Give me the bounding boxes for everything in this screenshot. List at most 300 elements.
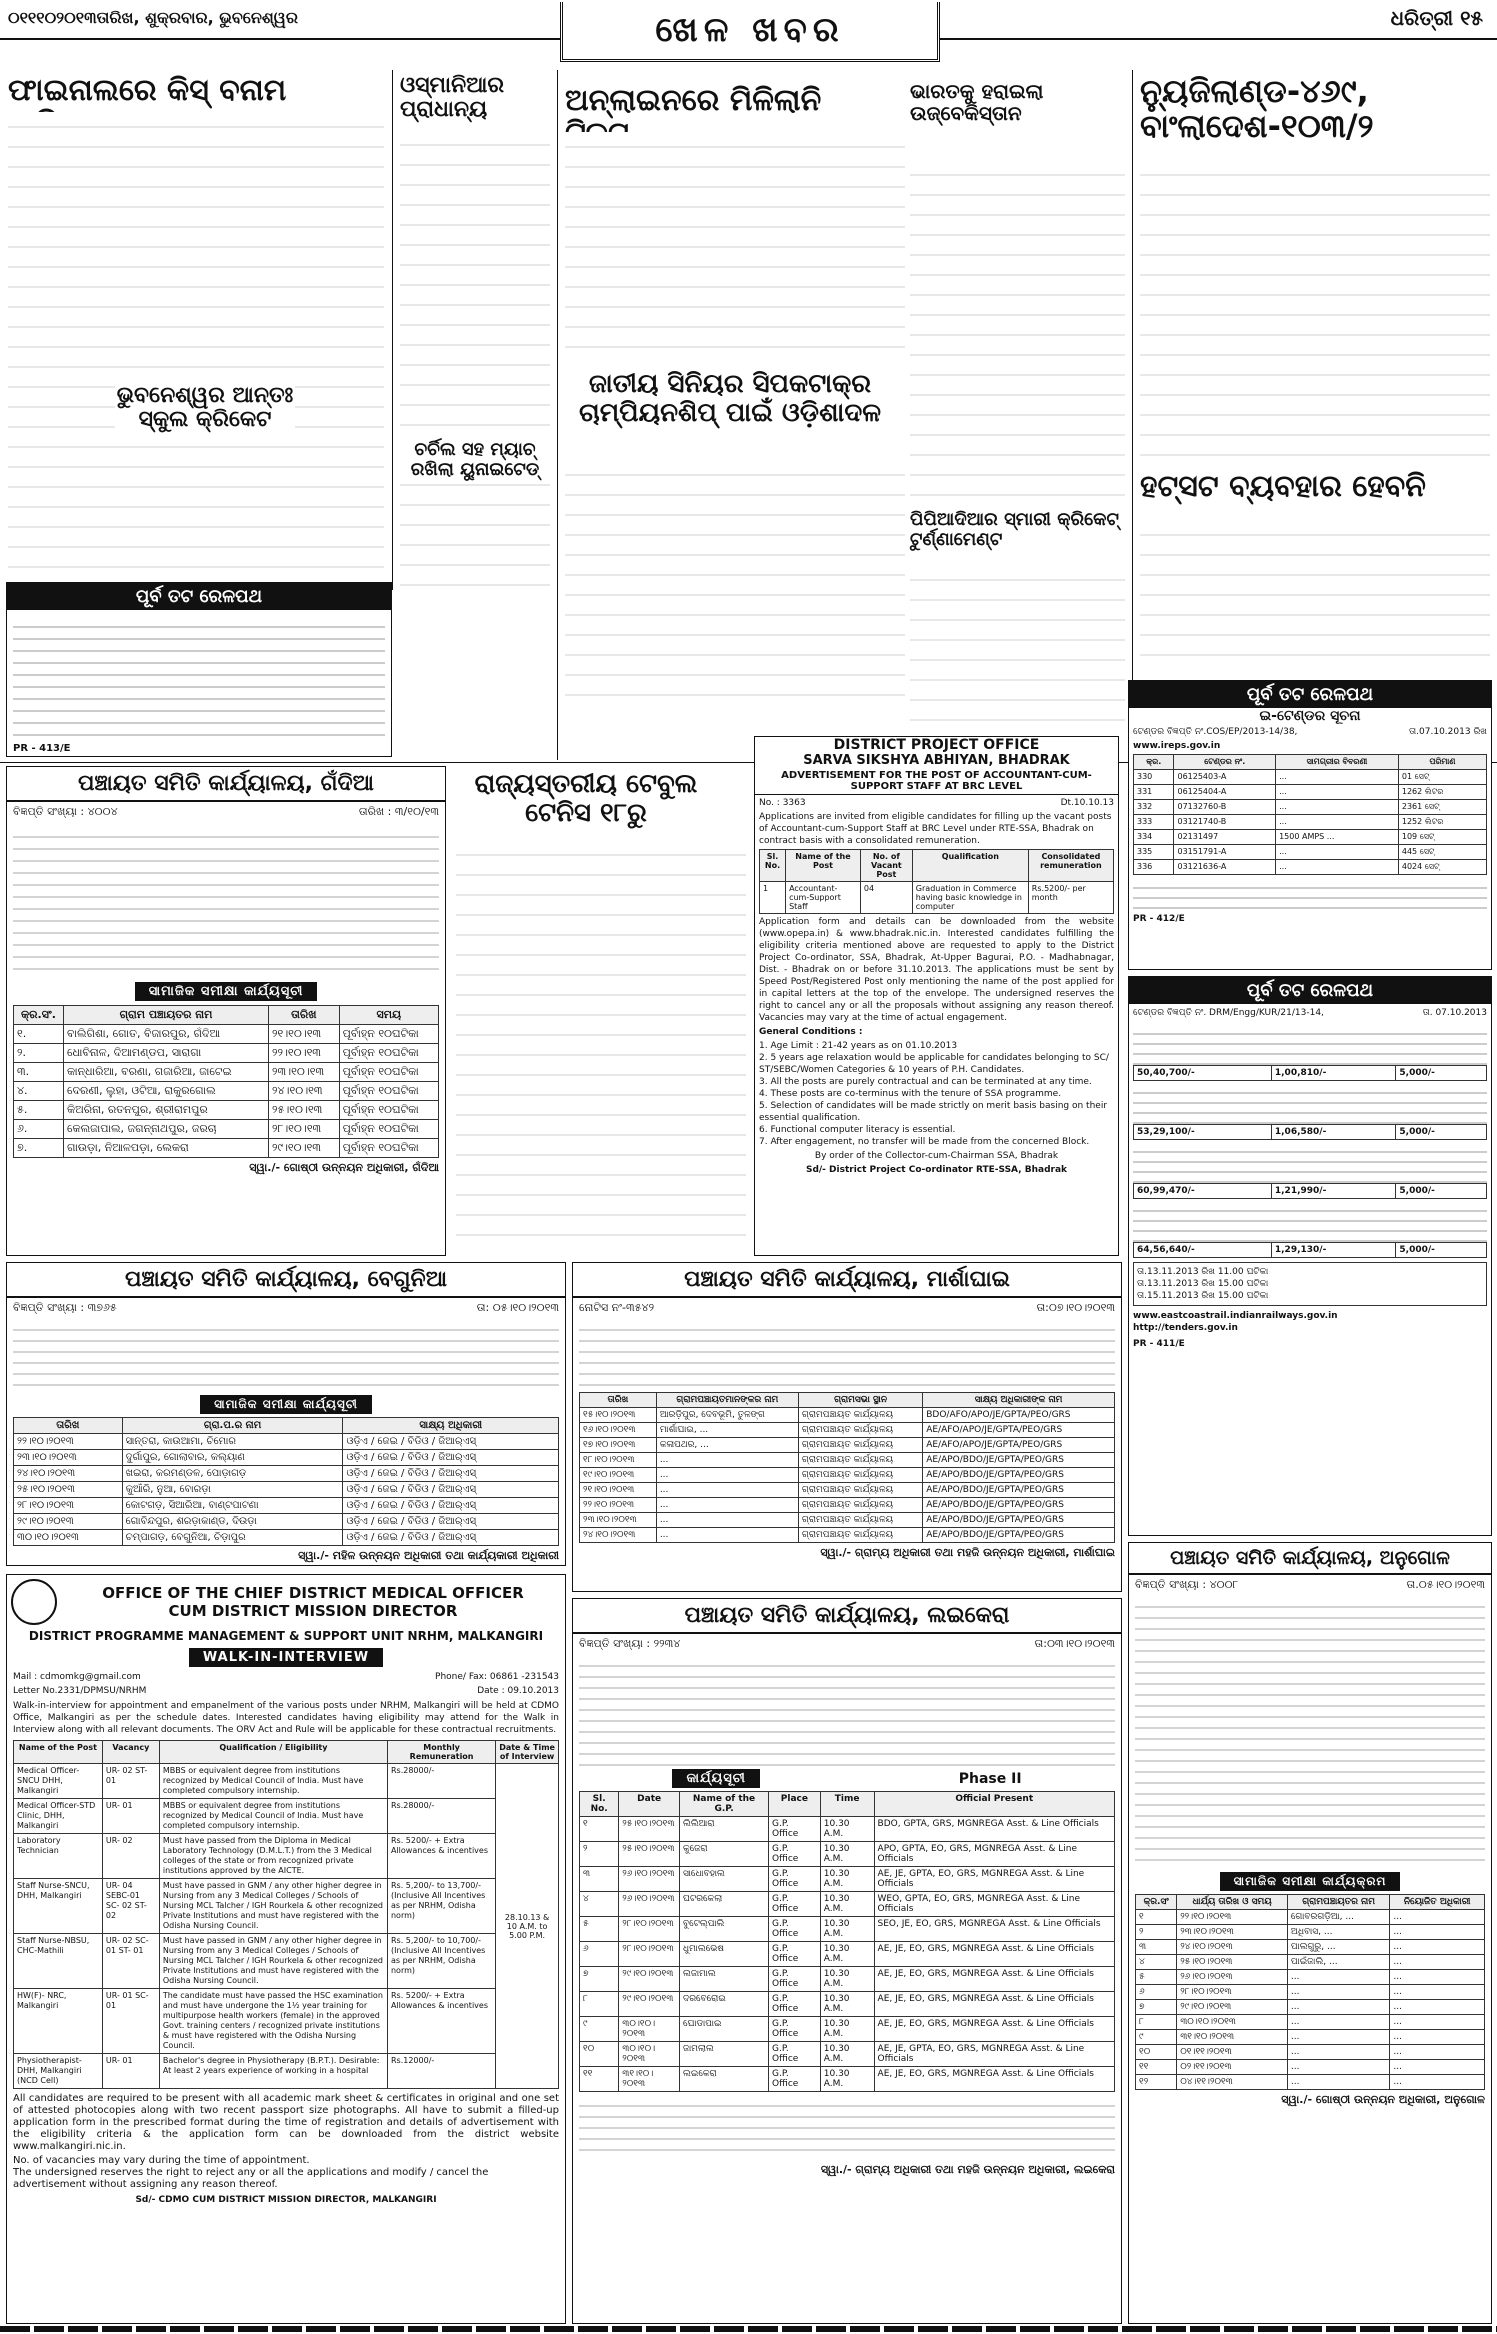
table-row — [1136, 1970, 1485, 1985]
table-cell: ୭ — [1136, 2000, 1177, 2015]
table-cell: ଓଡ଼ିଏ / ଜେଇ / ବିଡିଓ / ଜିଆର୍‌ଏସ୍ — [343, 1434, 559, 1450]
table-cell: ୩୧।୧୦।୨୦୧୩ — [619, 2067, 680, 2092]
schedule-title: ସାମାଜିକ ସମୀକ୍ଷା କାର୍ଯ୍ୟକ୍ରମ — [1220, 1872, 1401, 1891]
column-header: Name of the Post — [14, 1741, 103, 1764]
table-cell: Must have passed in GNM / any other higher degree in Nursing from any 3 Medical Colleges / Schools of Nursing MCL Talcher / IGH Rourkela & other recognized Private Institutions and must have registered with the Odisha Nursing Council. — [159, 1934, 387, 1989]
tender-desc — [1133, 1025, 1487, 1065]
table-cell: ବୁଟେଲ୍ପାଲି — [680, 1917, 769, 1942]
table-cell: ୧୮।୧୦।୨୦୧୩ — [580, 1453, 657, 1468]
table-cell: 03151791-A — [1174, 845, 1276, 860]
table-cell: UR- 02 ST- 01 — [102, 1764, 159, 1799]
column-header: ସାମଗ୍ରୀର ବିବରଣୀ — [1276, 755, 1399, 770]
table-cell: ୨୪।୧୦।୨୦୧୩ — [580, 1528, 657, 1543]
box-title: ପୂର୍ବ ତଟ ରେଳପଥ — [7, 583, 391, 610]
schedule-title: ସାମାଜିକ ସମୀକ୍ଷା କାର୍ଯ୍ୟସୂଚୀ — [135, 982, 318, 1001]
table-row — [580, 2067, 1115, 2092]
table-cell: AE/APO/BDO/JE/GPTA/PEO/GRS — [923, 1468, 1115, 1483]
table-header-row — [580, 1393, 1115, 1408]
table-cell: 10.30 A.M. — [820, 1917, 874, 1942]
table-row — [580, 1842, 1115, 1867]
table-cell: ୫. — [14, 1101, 64, 1120]
table-cell: ପୂର୍ବାହ୍ନ ୧୦ଘଟିକା — [339, 1101, 438, 1120]
table-row — [14, 1530, 559, 1546]
table-cell: ... — [1390, 1955, 1485, 1970]
table-cell: ସାନ୍ତରା, କାଉଆମା, ଚିମୋର — [122, 1434, 343, 1450]
table-cell: ... — [1276, 800, 1399, 815]
cdmo-footer3: The undersigned reserves the right to reject any or all the applications and modify / cancel the advertisement without assigning any reason thereof. — [13, 2167, 489, 2190]
table-cell: APO, GPTA, EO, GRS, MGNREGA Asst. & Line Officials — [874, 1842, 1114, 1867]
table-cell: ଓଡ଼ିଏ / ଜେଇ / ବିଡିଓ / ଜିଆର୍‌ଏସ୍ — [343, 1530, 559, 1546]
table-cell: ଦୁର୍ଗାପୁର, ଗୋଲାବାର, କଲ୍ୟାଣ — [122, 1450, 343, 1466]
column-header: Name of the Post — [786, 850, 861, 882]
amount-cell: 1,29,130/- — [1271, 1243, 1396, 1258]
column-header: Date & Time of Interview — [496, 1741, 559, 1764]
table-cell: ଧୁମାଲଭେଷ — [680, 1942, 769, 1967]
column-header: Official Present — [874, 1792, 1114, 1817]
table-cell: ୧ — [580, 1817, 619, 1842]
table-cell: ... — [1276, 770, 1399, 785]
column-header: ତାରିଖ — [269, 1006, 340, 1025]
signature: ସ୍ୱା./- ଗୋଷ୍ଠୀ ଉନ୍ନୟନ ଅଧିକାରୀ, ଗଁଦିଆ — [249, 1161, 439, 1174]
table-row — [1134, 785, 1487, 800]
table-cell: ୧୭।୧୦।୨୦୧୩ — [580, 1438, 657, 1453]
column-header: ପରିମାଣ — [1398, 755, 1486, 770]
table-cell: ୧୦ — [1136, 2045, 1177, 2060]
box-title: ପୂର୍ବ ତଟ ରେଳପଥ — [1129, 681, 1491, 708]
table-cell: G.P. Office — [769, 1817, 821, 1842]
table-cell: ୨୮।୧୦।୧୩ — [269, 1120, 340, 1139]
table-cell: G.P. Office — [769, 1892, 821, 1917]
amount-cell: 64,56,640/- — [1134, 1243, 1272, 1258]
notice-date: ତା:୦୭।୧୦।୨୦୧୩ — [1036, 1301, 1115, 1314]
table-cell: ଅଧିବାସ, ... — [1287, 1925, 1389, 1940]
table-cell: ୨୬।୧୦।୨୦୧୩ — [1177, 1970, 1288, 1985]
table-cell: Rs.28000/- — [387, 1799, 495, 1834]
story-tt-body — [456, 840, 746, 1250]
table-cell: ୨ — [580, 1842, 619, 1867]
table-cell: UR- 01 — [102, 2054, 159, 2089]
table-cell: Medical Officer-SNCU DHH, Malkangiri — [14, 1764, 103, 1799]
table-cell: ଗ୍ରାମପଞ୍ଚାୟତ କାର୍ଯ୍ୟାଳୟ — [798, 1528, 922, 1543]
condition-item: 7. After engagement, no transfer will be made from the concerned Block. — [759, 1137, 1090, 1147]
table-cell: AE/APO/BDO/JE/GPTA/PEO/GRS — [923, 1528, 1115, 1543]
schedule-table — [13, 1005, 439, 1158]
table-cell: The candidate must have passed the HSC examination and must have undergone the 1½ year training for multipurpose health workers (female) in the approved Govt. training centers / recognized private institutions & must have registered with the Odisha Nursing Council. — [159, 1989, 387, 2054]
column-header: ଧାର୍ଯ୍ୟ ତାରିଖ ଓ ସମୟ — [1177, 1895, 1288, 1910]
column-header: Sl. No. — [760, 850, 786, 882]
table-cell: Graduation in Commerce having basic knowledge in computer — [912, 882, 1028, 914]
table-cell: ଗ୍ରାମପଞ୍ଚାୟତ କାର୍ଯ୍ୟାଳୟ — [798, 1513, 922, 1528]
table-cell: G.P. Office — [769, 1867, 821, 1892]
headline-school: ଭୁବନେଶ୍ୱର ଆନ୍ତଃ ସ୍କୁଲ କ୍ରିକେଟ — [115, 380, 295, 436]
table-row — [14, 1450, 559, 1466]
table-header-row — [1136, 1895, 1485, 1910]
table-cell: ୪ — [580, 1892, 619, 1917]
table-cell: ... — [1276, 785, 1399, 800]
condition-item: 2. 5 years age relaxation would be applicable for candidates belonging to SC/ ST/SEBC/Women Categories & 10 years of P.H. Candidates. — [759, 1053, 1109, 1075]
table-header-row — [1134, 755, 1487, 770]
table-cell: ୧୨ — [1136, 2075, 1177, 2090]
table-row — [14, 1482, 559, 1498]
table-cell: ୨୪।୧୦।୨୦୧୩ — [1177, 1940, 1288, 1955]
cdmo-letter: Letter No.2331/DPMSU/NRHM — [13, 1686, 147, 1696]
table-cell: 1252 ଲିଟର — [1398, 815, 1486, 830]
table-row — [14, 1120, 439, 1139]
table-cell: ... — [1276, 860, 1399, 875]
table-cell: ୨ — [1136, 1925, 1177, 1940]
cdmo-date: Date : 09.10.2013 — [477, 1686, 559, 1696]
table-row — [1136, 2000, 1485, 2015]
table-cell: ୨୯।୧୦।୨୦୧୩ — [14, 1514, 123, 1530]
notice-body — [579, 1320, 1115, 1390]
table-cell: ୨୮।୧୦।୨୦୧୩ — [1177, 1985, 1288, 2000]
table-cell: ପାଲଗୁରୁ, ... — [1287, 1940, 1389, 1955]
amount-cell: 50,40,700/- — [1134, 1066, 1272, 1081]
column-header: ଗ୍ରାମପଞ୍ଚାୟତମାନଙ୍କର ନାମ — [656, 1393, 798, 1408]
table-cell: କେଲଜାପାଲ, ଜଗନ୍ନାଥପୁର, ଜରଚା — [63, 1120, 268, 1139]
table-cell: ୦୪।୧୧।୨୦୧୩ — [1177, 2075, 1288, 2090]
table-cell: 06125404-A — [1174, 785, 1276, 800]
table-cell: SEO, JE, EO, GRS, MGNREGA Asst. & Line Officials — [874, 1917, 1114, 1942]
table-cell: ୦୨।୧୧।୨୦୧୩ — [1177, 2060, 1288, 2075]
dpo-conditions — [755, 1040, 1118, 1148]
dpo-date: Dt.10.10.13 — [1060, 798, 1114, 808]
table-cell: ୧୦ — [580, 2042, 619, 2067]
table-cell: 331 — [1134, 785, 1174, 800]
table-row — [580, 1867, 1115, 1892]
condition-item: 1. Age Limit : 21-42 years as on 01.10.2013 — [759, 1041, 958, 1051]
table-cell: ଗ୍ରାମପଞ୍ଚାୟତ କାର୍ଯ୍ୟାଳୟ — [798, 1453, 922, 1468]
table-row — [14, 1989, 559, 2054]
table-cell: G.P. Office — [769, 1992, 821, 2017]
table-cell: କୋଟଗଡ଼, ସିଆରିଆ, ବାଣ୍ଟପାଟଣା — [122, 1498, 343, 1514]
table-row — [14, 1834, 559, 1879]
table-cell: ୨୮।୧୦।୨୦୧୩ — [619, 1942, 680, 1967]
table-cell: Staff Nurse-SNCU, DHH, Malkangiri — [14, 1879, 103, 1934]
notice-body — [13, 616, 385, 736]
story-osmania-body — [400, 130, 550, 590]
column-rule — [392, 70, 393, 590]
table-cell: ୨୬।୧୦।୨୦୧୩ — [619, 1892, 680, 1917]
table-row — [1134, 800, 1487, 815]
table-cell: ୨୨।୧୦।୨୦୧୩ — [14, 1434, 123, 1450]
table-cell: 10.30 A.M. — [820, 1967, 874, 1992]
table-row — [1136, 1940, 1485, 1955]
table-cell: ... — [656, 1453, 798, 1468]
table-cell: 334 — [1134, 830, 1174, 845]
table-cell: ଦେରଣୀ, ଲୁହା, ଓଟିଆ, ରାକୁରଗୋଲ — [63, 1082, 268, 1101]
notice-no: ବିଜ୍ଞପ୍ତି ସଂଖ୍ୟା : ୪୦୦୪ — [13, 805, 118, 818]
table-cell: UR- 01 — [102, 1799, 159, 1834]
table-cell: Must have passed in GNM / any other higher degree in Nursing from any 3 Medical Colleges / Schools of Nursing MCL Talcher / IGH Rourkela & other recognized Private Institutions and must have registered with the Odisha Nursing Council. — [159, 1879, 387, 1934]
table-cell: ୯ — [580, 2017, 619, 2042]
notice-body — [13, 826, 439, 976]
table-cell: Laboratory Technician — [14, 1834, 103, 1879]
table-cell: ପୂର୍ବାହ୍ନ ୧୦ଘଟିକା — [339, 1063, 438, 1082]
table-cell: BDO, GPTA, GRS, MGNREGA Asst. & Line Officials — [874, 1817, 1114, 1842]
story-hatsat-body — [1140, 520, 1490, 670]
gandia-notice — [6, 766, 446, 1256]
table-cell: Rs. 5,200/- to 13,700/- (Inclusive All Incentives as per NRHM, Odisha norm) — [387, 1879, 495, 1934]
table-cell: ... — [1390, 1985, 1485, 2000]
table-row — [580, 1423, 1115, 1438]
schedule-table — [579, 1392, 1115, 1543]
table-cell: ଖଇରା, କରମଣ୍ଡଳ, ପୋଡ଼ାଗଡ଼ — [122, 1466, 343, 1482]
angul-notice — [1128, 1542, 1492, 2324]
table-cell: ୨୪।୧୦।୨୦୧୩ — [14, 1466, 123, 1482]
table-cell: WEO, GPTA, EO, GRS, MGNREGA Asst. & Line Officials — [874, 1892, 1114, 1917]
table-row — [14, 1101, 439, 1120]
table-row — [14, 1514, 559, 1530]
headline-tt: ରାଜ୍ୟସ୍ତରୀୟ ଟେବୁଲ ଟେନିସ ୧୮ରୁ — [474, 769, 698, 828]
table-row — [580, 1992, 1115, 2017]
table-cell: 10.30 A.M. — [820, 1867, 874, 1892]
table-cell: କଳାପଥର, ... — [656, 1438, 798, 1453]
cdmo-title3: DISTRICT PROGRAMME MANAGEMENT & SUPPORT UNIT NRHM, MALKANGIRI — [28, 1629, 544, 1643]
notice-no: ବିଜ୍ଞପ୍ତି ସଂଖ୍ୟା : ୩୭୬୫ — [13, 1301, 117, 1314]
table-cell: 10.30 A.M. — [820, 1892, 874, 1917]
amount-cell: 1,00,810/- — [1271, 1066, 1396, 1081]
column-header: Consolidated remuneration — [1028, 850, 1113, 882]
table-row — [580, 2017, 1115, 2042]
table-cell: ୨୯।୧୦।୨୦୧୩ — [619, 1967, 680, 1992]
table-cell: ୮ — [580, 1992, 619, 2017]
table-row — [580, 2042, 1115, 2067]
table-cell: ... — [1287, 2000, 1389, 2015]
dpo-sign: Sd/- District Project Co-ordinator RTE-SSA, Bhadrak — [805, 1165, 1068, 1175]
headline-jatiya: ଜାତୀୟ ସିନିୟର ସିପକଟାକ୍ର ଚାମ୍ପିୟନଶିପ୍ ପାଇଁ ଓଡ଼ିଶାଦଳ — [579, 369, 881, 428]
column-header: Monthly Remuneration — [387, 1741, 495, 1764]
cdmo-title2: CUM DISTRICT MISSION DIRECTOR — [168, 1602, 458, 1620]
notice-no: ବିଜ୍ଞପ୍ତି ସଂଖ୍ୟା : ୨୨୩୪ — [579, 1637, 681, 1650]
table-cell: ... — [656, 1513, 798, 1528]
tender-blocks — [1129, 1025, 1491, 1258]
tender-desc — [1133, 1202, 1487, 1242]
table-row — [580, 1892, 1115, 1917]
table-row — [1136, 2030, 1485, 2045]
amount-cell: 53,29,100/- — [1134, 1125, 1272, 1140]
signature: ସ୍ୱା./- ଗୋଷ୍ଠୀ ଉନ୍ନୟନ ଅଧିକାରୀ, ଅନୁଗୋଳ — [1281, 2093, 1485, 2106]
table-row — [14, 1764, 559, 1799]
table-cell: ୩୧।୧୦।୨୦୧୩ — [1177, 2030, 1288, 2045]
notice-body — [579, 1656, 1115, 1766]
table-cell: ୨୩।୧୦।୧୩ — [269, 1063, 340, 1082]
column-header: Name of the G.P. — [680, 1792, 769, 1817]
notice-ref: PR - 413/E — [13, 743, 71, 754]
east-coast-notice-3 — [1128, 976, 1492, 1536]
dpo-table — [759, 849, 1114, 914]
table-cell: ୨୨।୧୦।୧୩ — [269, 1044, 340, 1063]
cdmo-phone: Phone/ Fax: 06861 -231543 — [435, 1672, 559, 1682]
table-cell: ସାଧୋବହାଲ — [680, 1867, 769, 1892]
table-row — [14, 1498, 559, 1514]
notice-title: ପଞ୍ଚାୟତ ସମିତି କାର୍ଯ୍ୟାଳୟ, ଅନୁଗୋଳ — [1129, 1543, 1491, 1575]
table-cell: ୪ — [1136, 1955, 1177, 1970]
headline-online: ଅନ୍‌ଲାଇନରେ ମିଳିଲାନି — [565, 83, 822, 118]
column-header: କ୍ର.ସଂ — [1136, 1895, 1177, 1910]
tender-date: ତା. 07.10.2013 — [1422, 1008, 1487, 1018]
table-cell: ଗ୍ରାମପଞ୍ଚାୟତ କାର୍ଯ୍ୟାଳୟ — [798, 1468, 922, 1483]
table-cell: G.P. Office — [769, 1942, 821, 1967]
dpo-title2: SARVA SIKSHYA ABHIYAN, BHADRAK — [803, 753, 1070, 768]
page-number — [1391, 6, 1483, 30]
table-row — [580, 1917, 1115, 1942]
table-cell: ୧ — [1136, 1910, 1177, 1925]
table-cell: ... — [1287, 2015, 1389, 2030]
table-header-row — [14, 1741, 559, 1764]
notice-date: ତା.୦୫।୧୦।୨୦୧୩ — [1406, 1578, 1485, 1591]
table-cell: ଚମ୍ପାଗଡ଼, ବେଗୁନିଆ, ଚିଡ଼ାପୁର — [122, 1530, 343, 1546]
table-cell: ଓଡ଼ିଏ / ଜେଇ / ବିଡିଓ / ଜିଆର୍‌ଏସ୍ — [343, 1514, 559, 1530]
notice-date: ତାରିଖ : ୩/୧୦/୧୩ — [358, 805, 439, 818]
table-cell: Rs. 5200/- + Extra Allowances & incentives — [387, 1989, 495, 2054]
table-cell: ୩ — [580, 1867, 619, 1892]
bottom-border — [0, 2326, 1497, 2332]
table-cell: ୩୦।୧୦।୨୦୧୩ — [14, 1530, 123, 1546]
table-row — [580, 1817, 1115, 1842]
column-header: ନିୟୋଜିତ ଅଧିକାରୀ — [1390, 1895, 1485, 1910]
table-row — [1136, 2075, 1485, 2090]
table-cell: ୩୦।୧୦।୨୦୧୩ — [619, 2042, 680, 2067]
tender-no: ଟେଣ୍ଡର ବିଜ୍ଞପ୍ତି ନଂ. DRM/Engg/KUR/21/13-14, — [1133, 1008, 1324, 1018]
table-cell: କୁଆଁରି, ନୁଆ, ବୋରଡ଼ା — [122, 1482, 343, 1498]
table-cell: ... — [656, 1483, 798, 1498]
table-cell: AE, JE, EO, GRS, MGNREGA Asst. & Line Officials — [874, 1942, 1114, 1967]
table-cell: AE, JE, GPTA, EO, GRS, MGNREGA Asst. & Line Officials — [874, 1867, 1114, 1892]
table-cell: ୨୪।୧୦।୧୩ — [269, 1082, 340, 1101]
amount-cell: 5,000/- — [1396, 1184, 1487, 1199]
table-cell: AE, JE, EO, GRS, MGNREGA Asst. & Line Officials — [874, 2017, 1114, 2042]
condition-item: 5. Selection of candidates will be made strictly on merit basis basing on their essential qualification. — [759, 1101, 1108, 1123]
table-cell: AE/APO/BDO/JE/GPTA/PEO/GRS — [923, 1453, 1115, 1468]
table-row — [14, 1025, 439, 1044]
table-cell: ... — [1390, 2000, 1485, 2015]
table-cell: 04 — [860, 882, 912, 914]
column-header: ଗ୍ରାମସଭା ସ୍ଥାନ — [798, 1393, 922, 1408]
table-cell: ... — [1287, 2030, 1389, 2045]
story-pipili-body — [910, 565, 1125, 735]
table-cell: Rs.5200/- per month — [1028, 882, 1113, 914]
table-row — [580, 1528, 1115, 1543]
table-cell: 06125403-A — [1174, 770, 1276, 785]
table-row — [580, 1967, 1115, 1992]
table-row — [1134, 830, 1487, 845]
schedule-title: ସାମାଜିକ ସମୀକ୍ଷା କାର୍ଯ୍ୟସୂଚୀ — [200, 1395, 372, 1414]
table-cell: Physiotherapist-DHH, Malkangiri (NCD Cell) — [14, 2054, 103, 2089]
table-cell: ଗାଉଡ଼ା, ନିଆଳପଡ଼ା, ଲେକରା — [63, 1139, 268, 1158]
table-cell: Rs.12000/- — [387, 2054, 495, 2089]
table-row — [760, 882, 1114, 914]
table-cell: 1262 ଲିଟର — [1398, 785, 1486, 800]
table-cell: 01 ସେଟ୍ — [1398, 770, 1486, 785]
table-cell: ... — [656, 1468, 798, 1483]
table-header-row — [760, 850, 1114, 882]
column-header: ସାକ୍ଷ୍ୟ ଅଧିକାରୀ — [343, 1418, 559, 1434]
table-header-row — [14, 1006, 439, 1025]
table-row — [14, 1063, 439, 1082]
table-cell: ୧୧ — [1136, 2060, 1177, 2075]
table-row — [14, 1082, 439, 1101]
table-row — [1136, 2045, 1485, 2060]
table-row — [1136, 1955, 1485, 1970]
table-cell: Rs. 5,200/- to 10,700/- (Inclusive All Incentives as per NRHM, Odisha norm) — [387, 1934, 495, 1989]
signature: ସ୍ୱା./- ଗ୍ରାମ୍ୟ ଅଧିକାରୀ ତଥା ମହଜି ଉନ୍ନୟନ ଅଧିକାରୀ, ମାର୍ଶାଘାଇ — [820, 1546, 1115, 1559]
table-row — [580, 1942, 1115, 1967]
table-cell: ... — [1390, 2030, 1485, 2045]
table-cell: 10.30 A.M. — [820, 1942, 874, 1967]
table-cell: ... — [1390, 1925, 1485, 1940]
east-coast-notice-2 — [1128, 680, 1492, 970]
table-cell: Rs.28000/- — [387, 1764, 495, 1799]
table-cell: 335 — [1134, 845, 1174, 860]
page-no: ୧୫ — [1460, 6, 1483, 30]
date-line: ତା.15.11.2013 ରିଖ 15.00 ଘଟିକା — [1137, 1291, 1269, 1301]
amount-cell: 1,06,580/- — [1271, 1125, 1396, 1140]
table-cell: କିଅରିନା, ରତନପୁର, ଶ୍ରୀରାମପୁର — [63, 1101, 268, 1120]
table-cell: ୩୦।୧୦।୨୦୧୩ — [619, 2017, 680, 2042]
table-cell: ... — [1390, 1940, 1485, 1955]
table-cell: ଲିଲିଆରା — [680, 1817, 769, 1842]
table-cell: 10.30 A.M. — [820, 1842, 874, 1867]
table-cell: 10.30 A.M. — [820, 2017, 874, 2042]
cdmo-sign: Sd/- CDMO CUM DISTRICT MISSION DIRECTOR, MALKANGIRI — [135, 2195, 437, 2205]
table-cell: ୨୩।୧୦।୨୦୧୩ — [14, 1450, 123, 1466]
table-cell: ଗ୍ରାମପଞ୍ଚାୟତ କାର୍ଯ୍ୟାଳୟ — [798, 1423, 922, 1438]
condition-item: 4. These posts are co-terminus with the tenure of SSA programme. — [759, 1089, 1062, 1099]
table-cell: BDO/AFO/APO/JE/GPTA/PEO/GRS — [923, 1408, 1115, 1423]
story-jatiya-body — [565, 460, 905, 710]
table-cell: ... — [1287, 1970, 1389, 1985]
dpo-title3: ADVERTISEMENT FOR THE POST OF ACCOUNTANT-CUM-SUPPORT STAFF AT BRC LEVEL — [755, 768, 1118, 795]
table-cell: ଦରବେରୋଇ — [680, 1992, 769, 2017]
table-row — [14, 1799, 559, 1834]
table-cell: AE/APO/BDO/JE/GPTA/PEO/GRS — [923, 1498, 1115, 1513]
table-cell: 03121740-B — [1174, 815, 1276, 830]
dpo-cond-title: General Conditions : — [759, 1027, 863, 1037]
table-cell: ୨. — [14, 1044, 64, 1063]
table-cell: ୧୫।୧୦।୨୦୧୩ — [580, 1408, 657, 1423]
table-cell: ... — [1287, 2045, 1389, 2060]
table-cell: ମାର୍ଶାଘାଇ, ... — [656, 1423, 798, 1438]
notice-no: ବିଜ୍ଞପ୍ତି ସଂଖ୍ୟା : ୪୦୦୮ — [1135, 1578, 1239, 1591]
table-cell: ୧୧ — [580, 2067, 619, 2092]
table-cell: UR- 04 SEBC-01 SC- 02 ST- 02 — [102, 1879, 159, 1934]
amount-cell: 5,000/- — [1396, 1066, 1487, 1081]
table-cell: G.P. Office — [769, 2042, 821, 2067]
table-cell: ପୂର୍ବାହ୍ନ ୧୦ଘଟିକା — [339, 1139, 438, 1158]
table-cell: 10.30 A.M. — [820, 2067, 874, 2092]
table-cell: ୧. — [14, 1025, 64, 1044]
table-cell: ୨୯।୧୦।୧୩ — [269, 1139, 340, 1158]
story-final-body — [8, 112, 384, 582]
table-cell: ଘଟରକେଲା — [680, 1892, 769, 1917]
notice-date: ତା:୦୩।୧୦।୨୦୧୩ — [1034, 1637, 1115, 1650]
table-cell: ୬. — [14, 1120, 64, 1139]
table-cell: AE, JE, EO, GRS, MGNREGA Asst. & Line Officials — [874, 1992, 1114, 2017]
table-cell: ଗ୍ରାମପଞ୍ଚାୟତ କାର୍ଯ୍ୟାଳୟ — [798, 1483, 922, 1498]
table-cell: ୨୫।୧୦।୨୦୧୩ — [619, 1817, 680, 1842]
table-row — [580, 1408, 1115, 1423]
table-row — [1136, 1925, 1485, 1940]
table-cell: ୧୬।୧୦।୨୦୧୩ — [580, 1423, 657, 1438]
table-cell: ଓଡ଼ିଏ / ଜେଇ / ବିଡିଓ / ଜିଆର୍‌ଏସ୍ — [343, 1482, 559, 1498]
amount-cell: 1,21,990/- — [1271, 1184, 1396, 1199]
column-rule — [1132, 70, 1133, 760]
table-cell: ୨୮।୧୦।୨୦୧୩ — [14, 1498, 123, 1514]
date-line: ତା.13.11.2013 ରିଖ 15.00 ଘଟିକା — [1137, 1279, 1269, 1289]
table-cell: 2361 ସେଟ୍ — [1398, 800, 1486, 815]
cdmo-intro: Walk-in-interview for appointment and empanelment of the various posts under NRHM, Malkangiri will be held at CDMO Office, Malkangiri as per the schedule dates. Interested candidates having eligibility may attend for the Walk in Interview along with all relevant documents. The ORV Act and Rule will be applicable for these contractual recruitments. — [13, 1701, 559, 1735]
